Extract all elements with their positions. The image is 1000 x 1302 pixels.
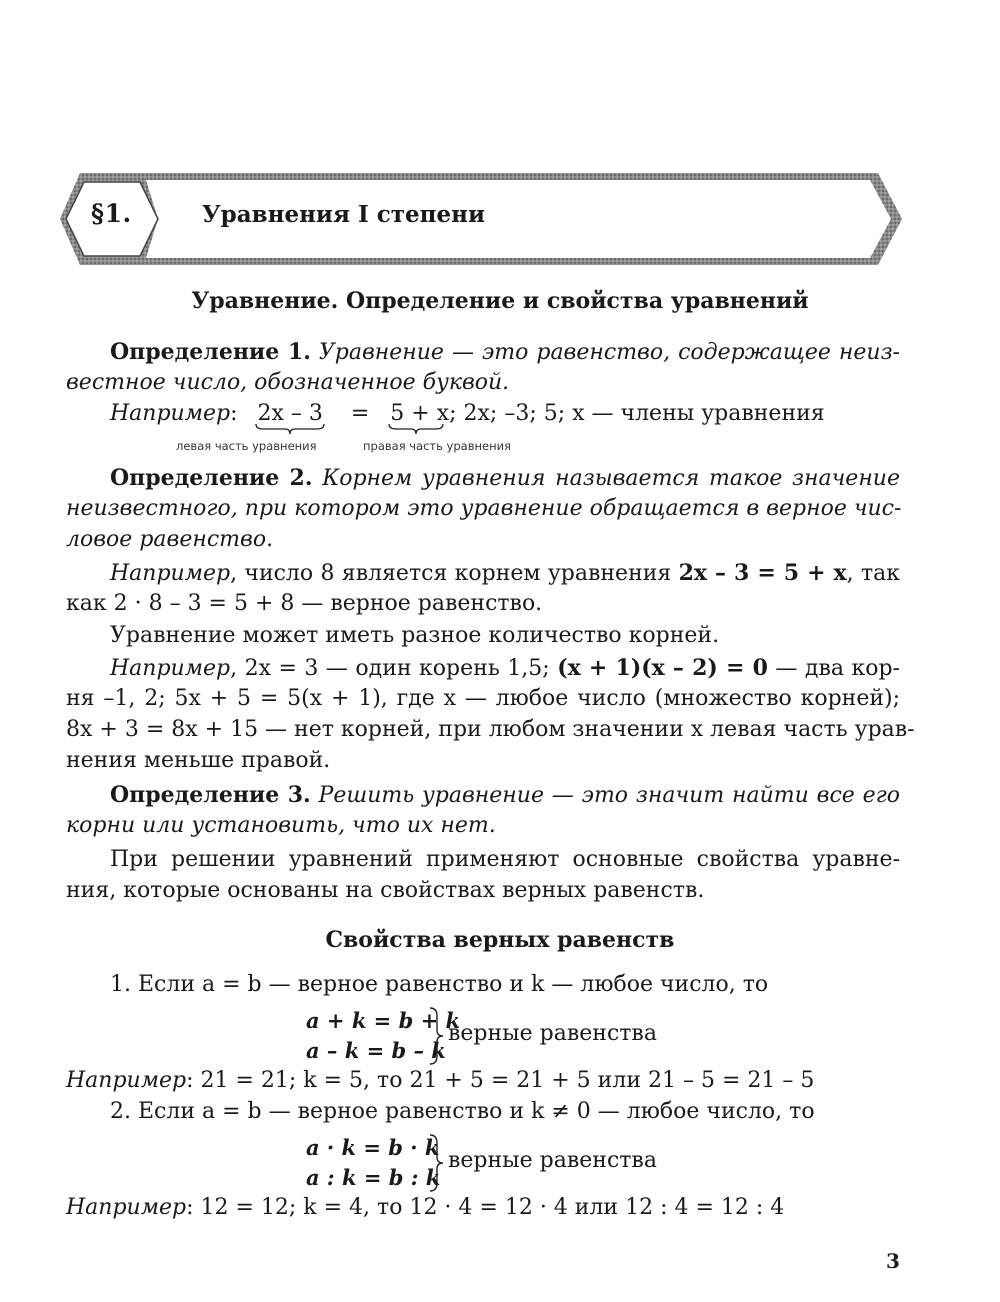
section-title: Уравнения I степени [202,201,486,228]
equation-members: ; 2x; –3; 5; x — члены уравнения [449,401,825,426]
properties-intro-line2: ния, которые основаны на свойствах верных равенств. [66,878,705,903]
property-2-example-label: Например [66,1195,187,1220]
property-1-eq2: a – k = b – k [306,1038,446,1063]
definition-2-line2 [66,494,900,524]
example-3-text-b: — два кор- [775,656,900,681]
equation-left-part: 2x – 3 [257,401,323,426]
property-2-example-text: : 12 = 12; k = 4, то 12 · 4 = 12 · 4 или 12 : 4 = 12 : 4 [186,1195,785,1220]
definition-1-label: Определение 1. [110,339,311,365]
property-1-example-label: Например [66,1068,187,1093]
right-brace-icon [428,1006,446,1066]
definition-3-line2 [66,811,900,841]
left-part-caption: левая часть уравнения [176,439,317,453]
example-3-line4: нения меньше правой. [66,748,331,773]
example-3-line3: 8x + 3 = 8x + 15 — нет корней, при любом значении x левая часть урав- [66,717,915,742]
definition-2-text: Корнем уравнения называется такое значение [322,466,900,491]
example-3-line1 [110,653,900,684]
property-1-eq1: a + k = b + k [306,1008,461,1033]
example-3-line2: ня –1, 2; 5x + 5 = 5(x + 1), где x — любое число (множество корней); [66,686,900,711]
property-2-eq2: a : k = b : k [306,1165,441,1190]
example-2-text-end: , так [846,561,901,586]
definition-2-text-cont: неизвестного, при котором это уравнение обращается в верное чис- [66,496,902,521]
property-2-system [306,1133,440,1193]
property-1-line: 1. Если a = b — верное равенство и k — любое число, то [110,972,769,997]
example-3-label: Например [110,656,231,681]
example-2-line1 [110,558,900,589]
example-1-label: Например [110,401,231,426]
roots-count-paragraph: Уравнение может иметь разное количество корней. [110,623,720,648]
property-1-label: верные равенства [448,1021,657,1046]
definition-2-line3 [66,525,900,555]
example-1-line: Например: 2x – 3 = 5 + x ; 2x; –3; 5; x — члены уравнения [110,399,900,429]
section-number: §1. [91,199,132,228]
equation-equals: = [350,401,370,426]
example-2-equation: 2x – 3 = 5 + x [678,560,847,586]
heading-equation-definition: Уравнение. Определение и свойства уравнений [191,288,809,314]
example-2-label: Например [110,561,231,586]
definition-2-text-end: ловое равенство. [66,527,274,552]
definition-1-line1 [110,337,900,368]
example-3-equation: (x + 1)(x – 2) = 0 [557,655,768,681]
property-1-example [66,1066,900,1096]
definition-2-line1 [110,463,900,494]
heading-true-equalities: Свойства верных равенств [325,927,675,953]
brace-under-right [388,423,444,435]
example-3-text: , 2x = 3 — один корень 1,5; [230,656,550,681]
definition-1-line2 [66,368,900,398]
definition-1-text: Уравнение — это равенство, содержащее неиз- [318,340,900,365]
definition-3-label: Определение 3. [110,782,311,808]
property-2-example [66,1193,900,1223]
property-2-label: верные равенства [448,1148,657,1173]
example-2-text-cont: как 2 · 8 – 3 = 5 + 8 — верное равенство. [66,591,543,616]
right-brace-icon [428,1133,446,1193]
property-2-eq1: a · k = b · k [306,1135,440,1160]
page-number: 3 [886,1249,900,1273]
definition-2-label: Определение 2. [110,465,313,491]
example-2-text: , число 8 является корнем уравнения [230,561,672,586]
property-2-line: 2. Если a = b — верное равенство и k ≠ 0 — любое число, то [110,1099,815,1124]
brace-under-left [255,423,325,435]
definition-1-text-cont: вестное число, обозначенное буквой. [66,370,510,395]
definition-3-text-cont: корни или установить, что их нет. [66,813,496,838]
definition-3-text: Решить уравнение — это значит найти все его [318,783,901,808]
equation-right-part: 5 + x [390,401,450,426]
example-2-line2 [66,589,900,619]
properties-intro-line1: При решении уравнений применяют основные свойства уравне- [110,847,900,872]
definition-3-line1 [110,780,900,811]
property-1-example-text: : 21 = 21; k = 5, то 21 + 5 = 21 + 5 или 21 – 5 = 21 – 5 [186,1068,815,1093]
right-part-caption: правая часть уравнения [363,439,511,453]
